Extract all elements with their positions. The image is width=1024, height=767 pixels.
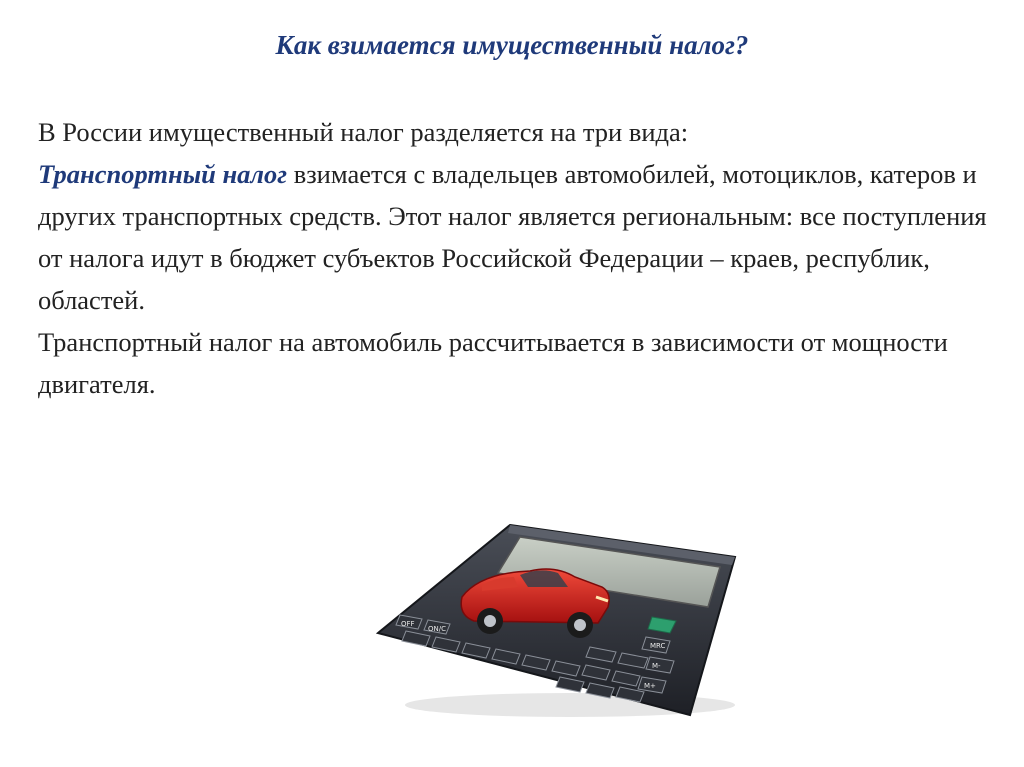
paragraph-1-lead: В России имущественный налог разделяется на три вида: [38, 117, 689, 147]
calculator-with-car-image [370, 515, 740, 720]
slide-body [38, 111, 988, 405]
key-label-m-minus: M- [652, 662, 661, 670]
paragraph-1-rest: взимается с владельцев автомобилей, мотоциклов, катеров и других транспортных средств. Этот налог является региональным: все поступления от налога идут в бюджет субъектов Российской Федерации – краев, республик, областей. [38, 159, 987, 315]
transport-tax-emphasis: Транспортный налог [38, 159, 288, 189]
slide-title: Как взимается имущественный налог? [275, 30, 749, 60]
car-hub-front [484, 615, 496, 627]
key-label-off: OFF [401, 620, 415, 628]
key-label-m-plus: M+ [644, 682, 656, 690]
paragraph-2: Транспортный налог на автомобиль рассчитывается в зависимости от мощности двигателя. [38, 327, 948, 399]
car-hub-rear [574, 619, 586, 631]
key-label-mrc: MRC [650, 642, 666, 650]
key-label-onc: ON/C [428, 625, 446, 633]
calculator-car-illustration [370, 515, 740, 720]
paragraph-1 [38, 111, 988, 321]
